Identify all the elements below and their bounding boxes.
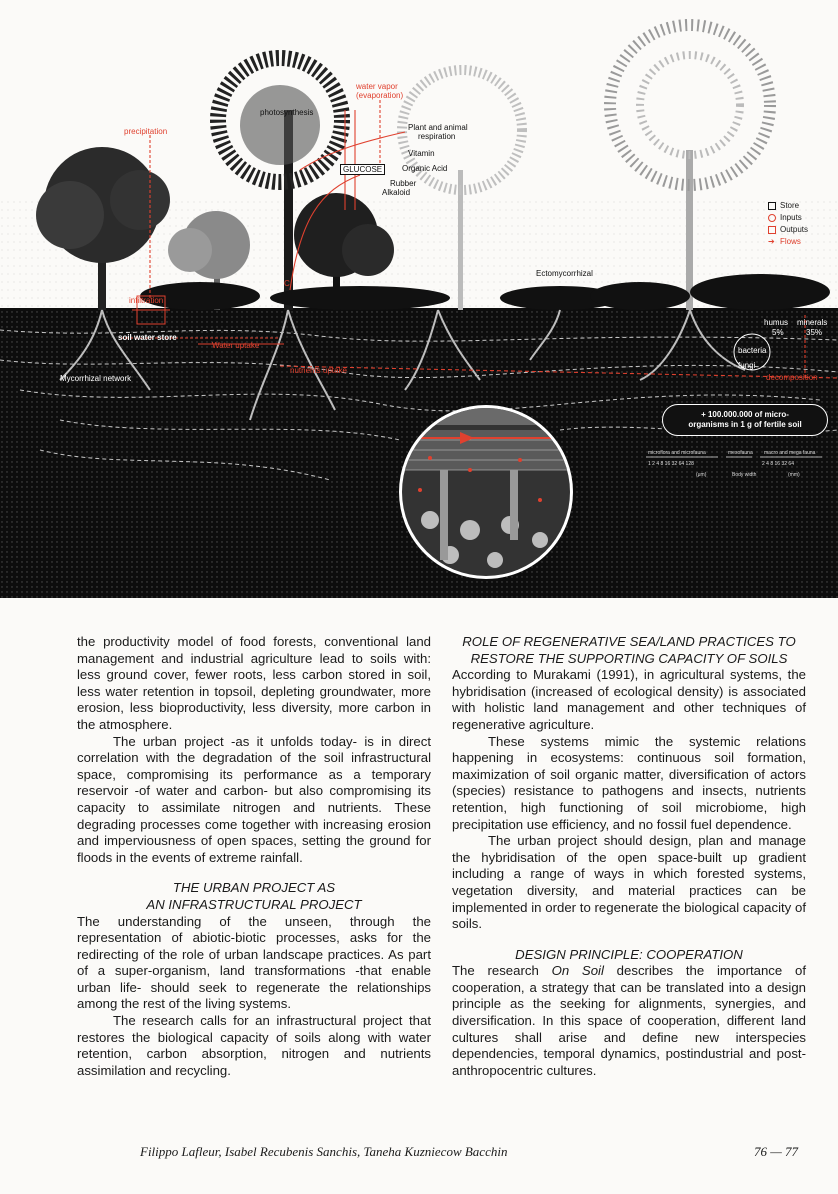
right-paragraph-1: According to Murakami (1991), in agricultural systems, the hybridisation (increased of ecological density) is associated with holistic land management and other techniques of regenerative agriculture. (452, 667, 806, 732)
micro-line-2: organisms in 1 g of fertile soil (688, 420, 802, 429)
label-infiltration: infiltration (129, 296, 164, 305)
label-decomposition: decomposition (766, 373, 818, 382)
label-plant-animal: Plant and animal (408, 123, 468, 132)
label-mycorrhizal-network: Mycorrhizal network (60, 374, 132, 383)
right-paragraph-4 (452, 963, 806, 1079)
left-paragraph-1: the productivity model of food forests, conventional land management and industrial agriculture lead to soils with: less ground cover, fewer roots, less carbon stored in soil, less water retention in topsoil, depleting groundwater, more erosion, less bioproductivity, less diversity, more carbon in the atmosphere. (77, 634, 431, 732)
right-paragraph-3: The urban project should design, plan and manage the hybridisation of the open space-built up gradient including a range of ways in which forested systems, vegetation diversity, and material practices can be implemented in order to regenerate the biological capacity of soils. (452, 833, 806, 932)
micro-organisms-callout (662, 404, 828, 436)
figure-legend (768, 200, 808, 248)
label-minerals-pct: 35% (806, 328, 823, 337)
heading-design-principle: DESIGN PRINCIPLE: COOPERATION (515, 946, 743, 962)
label-alkaloid: Alkaloid (382, 188, 411, 197)
label-humus: humus (764, 318, 789, 327)
inputs-circle-icon (768, 214, 776, 222)
p4-post: describes the importance of cooperation, a strategy that can be translated into a design principle as the seeking for alignments, synergies, and diversification. In this space of cooperation, different land cultures shall arise and define new interspecies dependencies, temporal dynamics, postindustrial and post-anthropocentric cultures. (452, 963, 806, 1078)
footer-page-numbers: 76 — 77 (754, 1144, 799, 1159)
footer-authors: Filippo Lafleur, Isabel Recubenis Sanchis, Taneha Kuzniecow Bacchin (140, 1144, 508, 1159)
left-column (77, 634, 431, 1079)
legend-flows: Flows (780, 237, 801, 246)
right-column (452, 634, 806, 1079)
scale-unit-um: (μm) (696, 472, 707, 478)
heading-regenerative-line1: ROLE OF REGENERATIVE SEA/LAND PRACTICES TO (462, 634, 796, 649)
label-minerals: minerals (797, 318, 828, 327)
label-carbon-marker: C (284, 279, 290, 288)
left-paragraph-3: The understanding of the unseen, through the representation of abiotic-biotic processes, asks for the redirecting of the role of urban landscape practices. As part of a super-organism, land transformations -that enable urban life- should seek to regenerate the relationships among the rest of the living systems. (77, 913, 431, 1012)
label-fungi: fungi (738, 361, 756, 370)
flow-arrow-icon: ➔ (768, 237, 775, 246)
micro-line-1: + 100.000.000 of micro- (701, 410, 789, 419)
label-nutrients-uptake: nutrients uptake (290, 366, 347, 375)
legend-inputs: Inputs (780, 213, 802, 222)
label-bacteria: bacteria (738, 346, 767, 355)
label-vitamin: Vitamin (408, 149, 435, 158)
left-paragraph-2: The urban project -as it unfolds today- is in direct correlation with the degradation of the soil infrastructural space, compromising its performance as a temporary reservoir -of water and carbon- but also compromising its capacity to assimilate nitrogen and nutrients. These degrading processes come together with increasing erosion and imperviousness of open spaces, setting the ground for floods in the events of extreme rainfall. (77, 733, 431, 865)
heading-regenerative-line2: RESTORE THE SUPPORTING CAPACITY OF SOILS (470, 650, 788, 666)
label-evaporation: (evaporation) (356, 91, 404, 100)
label-organic-acid: Organic Acid (402, 164, 448, 173)
p4-pre: The research (452, 963, 552, 979)
outputs-square-icon (768, 226, 776, 234)
microscope-lens (400, 405, 572, 580)
heading-urban-project-line1: THE URBAN PROJECT AS (172, 880, 336, 896)
label-rubber: Rubber (390, 179, 417, 188)
label-water-vapor: water vapor (356, 82, 398, 91)
label-soil-water-store: soil water store (118, 333, 177, 342)
scale-unit-mm: (mm) (788, 472, 800, 478)
scale-group-micro: microflora and microfauna (648, 450, 706, 456)
label-precipitation: precipitation (124, 127, 168, 136)
legend-outputs: Outputs (780, 225, 809, 234)
label-humus-pct: 5% (772, 328, 784, 337)
store-square-icon (768, 202, 776, 210)
p4-em-on-soil: On Soil (551, 963, 604, 979)
heading-urban-project-line2: AN INFRASTRUCTURAL PROJECT (146, 896, 362, 912)
scale-group-meso: mesofauna (728, 450, 753, 456)
label-photosynthesis: photosynthesis (260, 108, 314, 117)
legend-store: Store (780, 201, 800, 210)
left-paragraph-4: The research calls for an infrastructural project that restores the biological capacity of soils along with water retention, carbon absorption, nitrogen and nutrients assimilation and recycling. (77, 1013, 431, 1078)
label-glucose: GLUCOSE (340, 164, 385, 175)
scale-ticks-left: 1 2 4 8 16 32 64 128 (648, 461, 694, 467)
scale-ticks-right: 2 4 8 16 32 64 (762, 461, 794, 467)
scale-body-width: Body width (732, 472, 757, 478)
scale-group-macro: macro and mega fauna (764, 450, 816, 456)
label-ectomycorrhizal: Ectomycorrhizal (536, 269, 593, 278)
label-water-uptake: Water uptake (212, 341, 260, 350)
label-respiration: respiration (418, 132, 456, 141)
right-paragraph-2: These systems mimic the systemic relations happening in ecosystems: continuous soil formation, maximization of soil organic matter, diversification of actors (species) resistance to pathogens and insects, nutrients retention, high functioning of soil microbiome, high precipitation use efficiency, and no fossil fuel dependence. (452, 733, 806, 832)
